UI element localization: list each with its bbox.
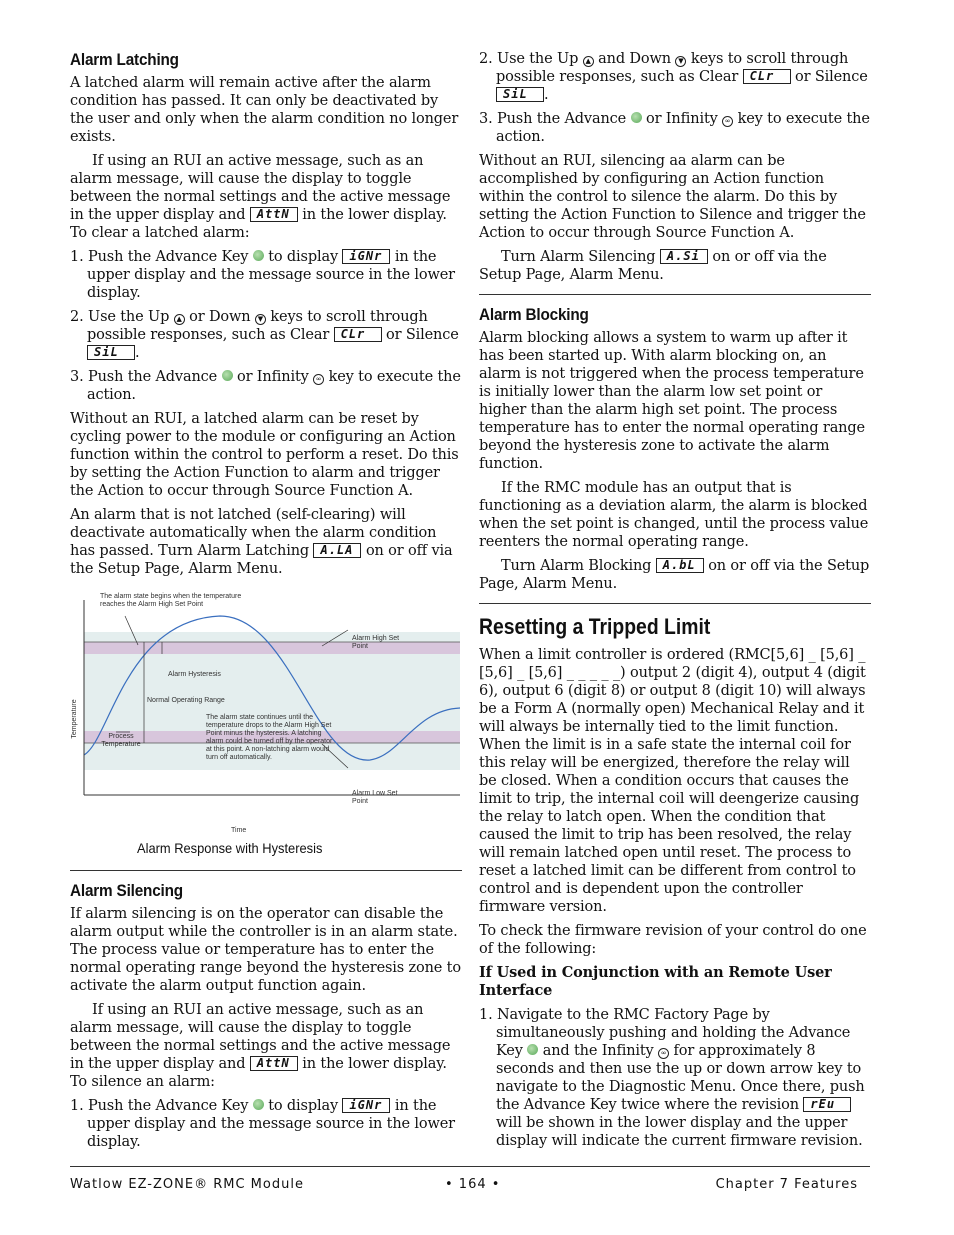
lcd-ala: A.LA [313, 543, 361, 558]
section-divider [479, 294, 871, 295]
silence-steps-list-continued [479, 50, 871, 146]
paragraph: Turn Alarm Silencing A.Si on or off via the Setup Page, Alarm Menu. [479, 249, 827, 283]
list-item: 3. Push the Advance or Infinity ∞ key to execute the action. [70, 369, 461, 403]
alarm-silencing-heading: Alarm Silencing [70, 881, 183, 900]
list-item: 3. Push the Advance or Infinity ∞ key to execute the action. [479, 111, 870, 145]
paragraph: To check the firmware revision of your control do one of the following: [479, 923, 867, 957]
lcd-asi: A.Si [660, 249, 708, 264]
paragraph: A latched alarm will remain active after the alarm condition has passed. It can only be deactivated by the user and only when the alarm condition no longer exists. [70, 75, 459, 145]
up-key-icon: ▲ [583, 56, 594, 67]
lcd-sil: SiL [496, 87, 544, 102]
lcd-abl: A.bL [656, 558, 704, 573]
paragraph: Without an RUI, a latched alarm can be reset by cycling power to the module or configuring an Action function within the control to perform a reset. Do this by setting the Action Function to alarm and trigger the Action to occur through Source Function A. [70, 411, 459, 499]
process-temp-label: Process Temperature [101, 733, 141, 748]
alarm-hysteresis-figure [70, 590, 462, 860]
down-key-icon: ▼ [675, 56, 686, 67]
infinity-key-icon: ∞ [313, 374, 324, 385]
paragraph: If using an RUI an active message, such as an alarm message, will cause the display to toggle between the normal settings and the active message in the upper display and AttN in the lower display. To clear a latched alarm: [70, 153, 451, 241]
left-column [70, 50, 462, 1157]
lcd-attn: AttN [250, 207, 298, 222]
section-divider [479, 603, 871, 604]
lcd-sil: SiL [87, 345, 135, 360]
footer-page-number: • 164 • [445, 1177, 501, 1192]
latch-steps-list [70, 248, 462, 404]
subheading: If Used in Conjunction with an Remote User Interface [479, 964, 832, 999]
lcd-attn: AttN [250, 1056, 298, 1071]
lcd-clr: CLr [334, 327, 382, 342]
paragraph: Without an RUI, silencing aa alarm can be accomplished by configuring an Action function within the control to silence the alarm. Do this by setting the Action Function to Silence and trigger the Action to occur through Source Function A. [479, 153, 866, 241]
x-axis-label: Time [231, 827, 247, 834]
paragraph: If using an RUI an active message, such as an alarm message, will cause the display to toggle between the normal settings and the active message in the upper display and AttN in the lower display. To silence an alarm: [70, 1002, 451, 1090]
advance-key-icon [253, 1099, 264, 1110]
list-item: 2. Use the Up ▲ and Down ▼ keys to scroll through possible responses, such as Clear CLr or Silence SiL . [479, 51, 868, 103]
list-item: 1. Push the Advance Key to display iGNr in the upper display and the message source in the lower display. [70, 1098, 455, 1150]
normal-range-label: Normal Operating Range [147, 697, 225, 704]
paragraph: Turn Alarm Blocking A.bL on or off via the Setup Page, Alarm Menu. [479, 558, 870, 592]
up-key-icon: ▲ [174, 314, 185, 325]
top-note-label: The alarm state begins when the temperature reaches the Alarm High Set Point [100, 593, 242, 608]
y-axis-label: Temperature [71, 699, 78, 739]
infinity-key-icon: ∞ [658, 1048, 669, 1059]
down-key-icon: ▼ [255, 314, 266, 325]
lcd-clr: CLr [743, 69, 791, 84]
alarm-low-label: Alarm Low Set Point [352, 790, 398, 805]
list-item: 1. Navigate to the RMC Factory Page by simultaneously pushing and holding the Advance Key and the Infinity ∞ for approximately 8 seconds and then use the up or down arrow key to navigate to the Diagnostic Menu. Once there, push the Advance Key twice where the revision rEu will be shown in the lower display and the upper display will indicate the current firmware revision. [479, 1007, 865, 1149]
resetting-limit-heading: Resetting a Tripped Limit [479, 614, 711, 639]
alarm-latching-heading: Alarm Latching [70, 50, 179, 69]
reset-steps-list [479, 1006, 871, 1150]
right-column [479, 50, 871, 1156]
continue-note-label: The alarm state continues until the temperature drops to the Alarm High Set Point minus the hysteresis. A latching alarm could be turned off by the operator at this point. A non-latching alarm would turn off automatically. [206, 714, 333, 761]
advance-key-icon [222, 370, 233, 381]
alarm-high-label: Alarm High Set Point [352, 635, 400, 650]
paragraph: If alarm silencing is on the operator can disable the alarm output while the controller is in an alarm state. The process value or temperature has to enter the normal operating range beyond the hysteresis zone to activate the alarm output function again. [70, 906, 461, 994]
alarm-blocking-heading: Alarm Blocking [479, 305, 589, 324]
lcd-ignr: iGNr [342, 1098, 390, 1113]
paragraph: When a limit controller is ordered (RMC[5,6] _ [5,6] _ [5,6] _ [5,6] _ _ _ _ _) output 2 (digit 4), output 4 (digit 6), output 6 (digit 8) or output 8 (digit 10) will always be a Form A (normally open) Mechanical Relay and it will always be internally tied to the limit function. When the limit is in a safe state the internal coil for this relay will be energized, therefore the relay will be closed. When a condition occurs that causes the limit to trip, the internal coil will deengerize causing the relay to latch open. When the condition that caused the limit to trip has been resolved, the relay will remain latched open until reset. The process to reset a latched limit can be different from control to control and is dependent upon the controller firmware version. [479, 647, 866, 915]
footer-product: Watlow EZ-ZONE® RMC Module [70, 1177, 304, 1192]
paragraph: Alarm blocking allows a system to warm up after it has been started up. With alarm blocking on, an alarm is not triggered when the process temperature is initially lower than the alarm low set point or higher than the alarm high set point. The process temperature has to enter the normal operating range beyond the hysteresis zone to activate the alarm function. [479, 330, 865, 472]
advance-key-icon [527, 1044, 538, 1055]
list-item: 2. Use the Up ▲ or Down ▼ keys to scroll through possible responses, such as Clear CLr or Silence SiL . [70, 309, 459, 361]
alarm-hysteresis-label: Alarm Hysteresis [168, 671, 221, 678]
advance-key-icon [631, 112, 642, 123]
lcd-ignr: iGNr [342, 249, 390, 264]
footer-chapter: Chapter 7 Features [715, 1177, 858, 1192]
lcd-rev: rEu [803, 1097, 851, 1112]
section-divider [70, 870, 462, 871]
silence-steps-list [70, 1097, 462, 1151]
paragraph: An alarm that is not latched (self-clearing) will deactivate automatically when the alarm condition has passed. Turn Alarm Latching A.LA on or off via the Setup Page, Alarm Menu. [70, 507, 453, 577]
page-footer [70, 1166, 870, 1192]
figure-caption: Alarm Response with Hysteresis [137, 840, 323, 856]
infinity-key-icon: ∞ [722, 116, 733, 127]
paragraph: If the RMC module has an output that is functioning as a deviation alarm, the alarm is blocked when the set point is changed, until the process value reenters the normal operating range. [479, 480, 869, 550]
list-item: 1. Push the Advance Key to display iGNr in the upper display and the message source in the lower display. [70, 249, 455, 301]
advance-key-icon [253, 250, 264, 261]
